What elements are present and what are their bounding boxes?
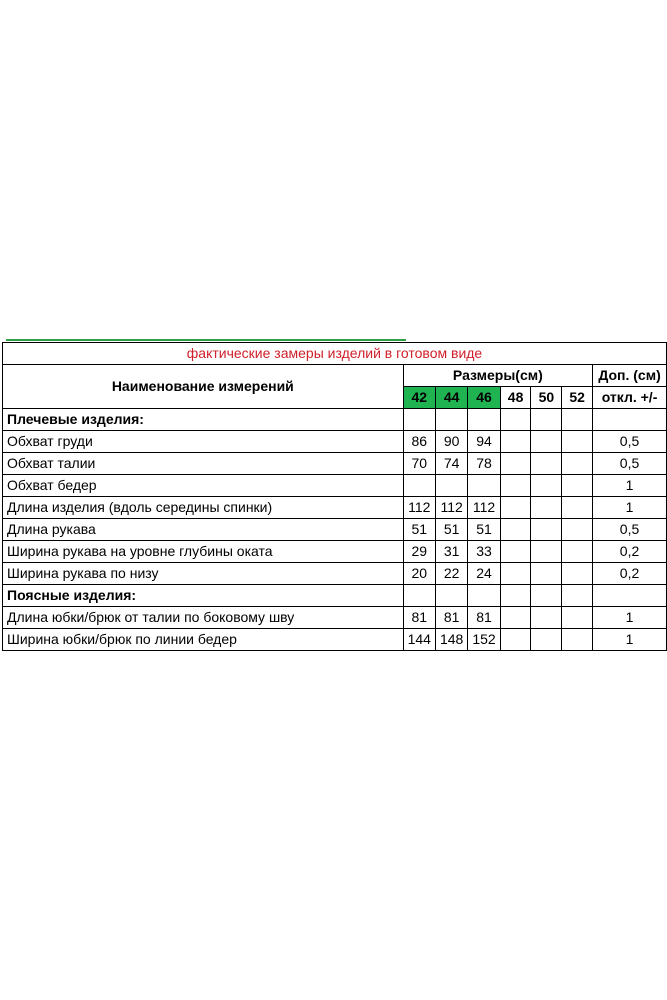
size-value-cell bbox=[500, 541, 531, 563]
size-value-cell bbox=[562, 629, 593, 651]
tolerance-value: 0,5 bbox=[593, 519, 667, 541]
size-header-cell: 44 bbox=[435, 387, 467, 409]
size-value-cell bbox=[562, 541, 593, 563]
empty-cell bbox=[593, 409, 667, 431]
table-row bbox=[3, 453, 667, 475]
size-value-cell bbox=[562, 563, 593, 585]
size-value-cell: 94 bbox=[468, 431, 500, 453]
size-value-cell: 144 bbox=[403, 629, 435, 651]
top-accent-line bbox=[6, 339, 406, 341]
table-row bbox=[3, 497, 667, 519]
section-title: Плечевые изделия: bbox=[3, 409, 404, 431]
tolerance-value: 1 bbox=[593, 497, 667, 519]
size-value-cell: 90 bbox=[435, 431, 467, 453]
table-row bbox=[3, 607, 667, 629]
table-row bbox=[3, 431, 667, 453]
header-row-1 bbox=[3, 365, 667, 387]
size-value-cell: 51 bbox=[468, 519, 500, 541]
table-row bbox=[3, 475, 667, 497]
size-value-cell bbox=[531, 453, 562, 475]
tolerance-header-line2: откл. +/- bbox=[593, 387, 667, 409]
size-value-cell bbox=[531, 475, 562, 497]
size-value-cell: 29 bbox=[403, 541, 435, 563]
size-value-cell bbox=[403, 475, 435, 497]
empty-cell bbox=[500, 585, 531, 607]
size-value-cell bbox=[562, 431, 593, 453]
size-value-cell: 152 bbox=[468, 629, 500, 651]
size-value-cell bbox=[500, 563, 531, 585]
size-header-cell: 42 bbox=[403, 387, 435, 409]
size-value-cell: 24 bbox=[468, 563, 500, 585]
empty-cell bbox=[435, 409, 467, 431]
tolerance-value: 1 bbox=[593, 629, 667, 651]
size-value-cell bbox=[562, 475, 593, 497]
size-value-cell bbox=[500, 497, 531, 519]
table-row bbox=[3, 519, 667, 541]
size-value-cell bbox=[500, 431, 531, 453]
table-row bbox=[3, 629, 667, 651]
empty-cell bbox=[500, 409, 531, 431]
size-value-cell bbox=[531, 431, 562, 453]
tolerance-value: 1 bbox=[593, 607, 667, 629]
size-value-cell bbox=[531, 563, 562, 585]
section-row bbox=[3, 585, 667, 607]
size-value-cell bbox=[500, 519, 531, 541]
size-value-cell bbox=[531, 519, 562, 541]
measurement-name: Длина рукава bbox=[3, 519, 404, 541]
size-value-cell: 81 bbox=[468, 607, 500, 629]
empty-cell bbox=[562, 585, 593, 607]
tolerance-value: 0,5 bbox=[593, 453, 667, 475]
size-value-cell: 86 bbox=[403, 431, 435, 453]
size-value-cell bbox=[531, 497, 562, 519]
empty-cell bbox=[468, 585, 500, 607]
table-row bbox=[3, 541, 667, 563]
size-header-cell: 50 bbox=[531, 387, 562, 409]
measurement-name: Ширина рукава по низу bbox=[3, 563, 404, 585]
size-value-cell: 74 bbox=[435, 453, 467, 475]
table-row bbox=[3, 563, 667, 585]
size-value-cell bbox=[562, 453, 593, 475]
table-title: фактические замеры изделий в готовом виде bbox=[3, 343, 667, 365]
size-header-cell: 46 bbox=[468, 387, 500, 409]
measurement-name: Обхват бедер bbox=[3, 475, 404, 497]
tolerance-value: 0,2 bbox=[593, 541, 667, 563]
size-value-cell: 70 bbox=[403, 453, 435, 475]
title-row bbox=[3, 343, 667, 365]
size-value-cell bbox=[562, 607, 593, 629]
tolerance-header-line1: Доп. (см) bbox=[593, 365, 667, 387]
measurements-table bbox=[2, 342, 667, 651]
size-value-cell: 78 bbox=[468, 453, 500, 475]
size-value-cell bbox=[500, 629, 531, 651]
empty-cell bbox=[403, 409, 435, 431]
sizes-header: Размеры(см) bbox=[403, 365, 592, 387]
empty-cell bbox=[562, 409, 593, 431]
size-value-cell bbox=[500, 475, 531, 497]
tolerance-value: 1 bbox=[593, 475, 667, 497]
size-value-cell: 81 bbox=[403, 607, 435, 629]
measurement-name: Обхват груди bbox=[3, 431, 404, 453]
size-value-cell: 148 bbox=[435, 629, 467, 651]
size-value-cell: 112 bbox=[468, 497, 500, 519]
size-value-cell bbox=[500, 607, 531, 629]
size-value-cell: 20 bbox=[403, 563, 435, 585]
size-header-cell: 48 bbox=[500, 387, 531, 409]
size-value-cell bbox=[531, 629, 562, 651]
size-value-cell bbox=[562, 497, 593, 519]
measurement-name-header: Наименование измерений bbox=[3, 365, 404, 409]
empty-cell bbox=[531, 585, 562, 607]
size-value-cell bbox=[562, 519, 593, 541]
measurement-name: Ширина рукава на уровне глубины оката bbox=[3, 541, 404, 563]
size-value-cell: 51 bbox=[435, 519, 467, 541]
measurement-name: Ширина юбки/брюк по линии бедер bbox=[3, 629, 404, 651]
empty-cell bbox=[403, 585, 435, 607]
tolerance-value: 0,2 bbox=[593, 563, 667, 585]
measurement-name: Обхват талии bbox=[3, 453, 404, 475]
tolerance-value: 0,5 bbox=[593, 431, 667, 453]
empty-cell bbox=[531, 409, 562, 431]
empty-cell bbox=[468, 409, 500, 431]
size-header-cell: 52 bbox=[562, 387, 593, 409]
size-value-cell bbox=[500, 453, 531, 475]
size-value-cell bbox=[531, 541, 562, 563]
size-value-cell: 22 bbox=[435, 563, 467, 585]
size-value-cell: 31 bbox=[435, 541, 467, 563]
empty-cell bbox=[593, 585, 667, 607]
empty-cell bbox=[435, 585, 467, 607]
size-value-cell: 33 bbox=[468, 541, 500, 563]
size-value-cell bbox=[435, 475, 467, 497]
size-value-cell: 112 bbox=[403, 497, 435, 519]
section-row bbox=[3, 409, 667, 431]
size-value-cell bbox=[468, 475, 500, 497]
size-value-cell: 81 bbox=[435, 607, 467, 629]
size-value-cell: 51 bbox=[403, 519, 435, 541]
size-value-cell: 112 bbox=[435, 497, 467, 519]
section-title: Поясные изделия: bbox=[3, 585, 404, 607]
size-value-cell bbox=[531, 607, 562, 629]
measurement-name: Длина изделия (вдоль середины спинки) bbox=[3, 497, 404, 519]
measurement-name: Длина юбки/брюк от талии по боковому шву bbox=[3, 607, 404, 629]
